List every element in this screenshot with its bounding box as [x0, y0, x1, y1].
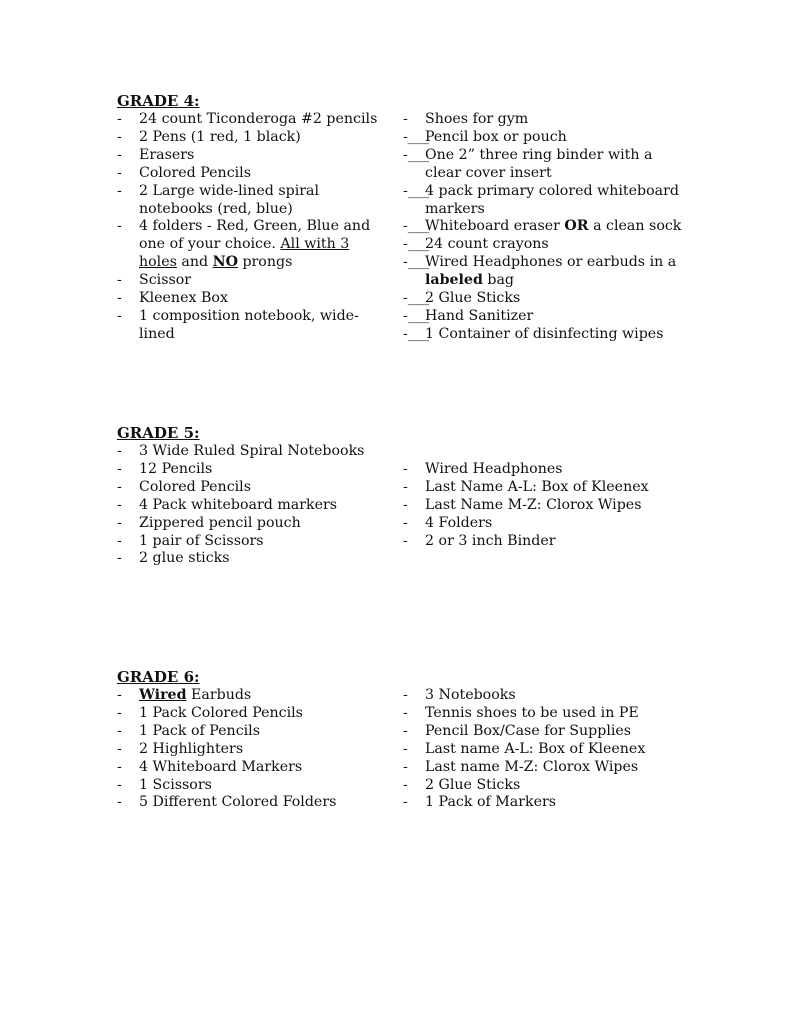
list-marker: - [117, 164, 122, 181]
list-marker: - [117, 496, 122, 513]
list-marker: - [117, 532, 122, 549]
item-text: 2 Large wide-lined spiral notebooks (red, blue) [139, 182, 320, 217]
list-item [403, 497, 683, 515]
list-marker: - [117, 443, 122, 459]
list-item [117, 515, 387, 533]
list-item [117, 183, 387, 219]
item-text: 5 Different Colored Folders [139, 794, 337, 811]
list-item [403, 218, 683, 236]
list-marker: - [403, 704, 408, 721]
item-text: Erasers [139, 146, 195, 163]
item-text: 1 Pack of Markers [425, 794, 557, 811]
list-marker: - [117, 478, 122, 495]
list-marker: -___ [403, 290, 430, 307]
item-text: 4 Folders [425, 514, 493, 531]
item-text: 4 folders - Red, Green, Blue and one of your choice. [139, 218, 371, 253]
list-marker: - [403, 514, 408, 531]
item-text: 24 count Ticonderoga #2 pencils [139, 111, 378, 127]
list-item [117, 129, 387, 147]
list-item [403, 308, 683, 326]
item-text: Last Name M-Z: Clorox Wipes [425, 496, 642, 513]
item-text: 3 Notebooks [425, 687, 516, 703]
list-item [403, 129, 683, 147]
list-item [117, 308, 387, 344]
list-item [403, 147, 683, 183]
list-marker: - [403, 478, 408, 495]
list-item [403, 759, 683, 777]
list-marker: - [117, 722, 122, 739]
grade-4-right-list [403, 111, 683, 344]
item-text: 1 Container of disinfecting wipes [425, 325, 664, 342]
item-text: Pencil box or pouch [425, 128, 567, 145]
list-marker: - [117, 128, 122, 145]
list-item [117, 165, 387, 183]
item-text: Hand Sanitizer [425, 307, 534, 324]
item-text: and [176, 254, 213, 271]
list-marker: - [117, 182, 122, 199]
list-item [403, 723, 683, 741]
item-text: 1 Pack of Pencils [139, 722, 261, 739]
item-text: NO [212, 254, 238, 271]
list-item [117, 794, 387, 812]
item-text: Kleenex Box [139, 290, 228, 307]
list-marker: - [403, 722, 408, 739]
list-marker: - [117, 218, 122, 235]
item-text: Last Name A-L: Box of Kleenex [425, 478, 649, 495]
item-text: 3 Wide Ruled Spiral Notebooks [139, 443, 365, 459]
list-item [117, 705, 387, 723]
list-marker: - [403, 758, 408, 775]
list-item [403, 705, 683, 723]
item-text: One 2” three ring binder with a clear cover insert [425, 146, 653, 181]
item-text: OR [564, 218, 589, 235]
grade-5-heading: GRADE 5: [117, 424, 200, 442]
list-marker: - [117, 111, 122, 127]
grade-4-heading: GRADE 4: [117, 92, 200, 110]
list-item [117, 687, 387, 705]
item-text: Earbuds [186, 687, 252, 703]
grade-5-left-list [117, 443, 387, 568]
list-item [117, 550, 387, 568]
list-item [403, 326, 683, 344]
list-marker: - [117, 687, 122, 703]
item-text: 24 count crayons [425, 236, 549, 253]
list-item [403, 290, 683, 308]
list-marker: -___ [403, 325, 430, 342]
item-text: Whiteboard eraser [425, 218, 565, 235]
item-text: 2 glue sticks [139, 550, 230, 567]
list-item [403, 515, 683, 533]
item-text: labeled [425, 272, 483, 289]
item-text: 2 Highlighters [139, 740, 244, 757]
item-text: 4 pack primary colored whiteboard markers [425, 182, 679, 217]
list-marker: -___ [403, 307, 430, 324]
list-marker: -___ [403, 218, 430, 235]
item-text: 2 Glue Sticks [425, 290, 521, 307]
list-item [403, 111, 683, 129]
list-marker: - [403, 111, 408, 127]
list-item [117, 443, 387, 461]
item-text: Last name A-L: Box of Kleenex [425, 740, 646, 757]
list-item [403, 687, 683, 705]
list-marker: - [117, 704, 122, 721]
item-text: 2 Glue Sticks [425, 776, 521, 793]
item-text: 1 Pack Colored Pencils [139, 704, 303, 721]
item-text: Last name M-Z: Clorox Wipes [425, 758, 639, 775]
list-item [403, 236, 683, 254]
list-item [403, 183, 683, 219]
list-marker: - [403, 740, 408, 757]
item-text: 2 Pens (1 red, 1 black) [139, 128, 301, 145]
item-text: 1 Scissors [139, 776, 212, 793]
list-marker: - [117, 460, 122, 477]
list-marker: -___ [403, 236, 430, 253]
list-marker: -___ [403, 146, 430, 163]
item-text: bag [482, 272, 515, 289]
item-text: All with 3 holes [139, 236, 350, 271]
item-text: 2 or 3 inch Binder [425, 532, 556, 549]
list-marker: -___ [403, 254, 430, 271]
list-marker: - [117, 307, 122, 324]
list-marker: -___ [403, 128, 430, 145]
list-item [117, 111, 387, 129]
grade-4-left-list [117, 111, 387, 344]
list-marker: - [403, 532, 408, 549]
list-item [117, 759, 387, 777]
list-marker: - [403, 776, 408, 793]
list-item [117, 290, 387, 308]
item-text: Wired Headphones [425, 461, 563, 477]
item-text: Scissor [139, 272, 192, 289]
item-text: 1 composition notebook, wide-lined [139, 307, 359, 342]
item-text: 4 Whiteboard Markers [139, 758, 303, 775]
list-marker: - [117, 550, 122, 567]
list-item [403, 461, 683, 479]
list-marker: - [403, 794, 408, 811]
item-text: Colored Pencils [139, 478, 251, 495]
grade-5-right-list [403, 461, 683, 551]
item-text: Shoes for gym [425, 111, 529, 127]
list-marker: - [117, 514, 122, 531]
list-item [403, 741, 683, 759]
list-item [403, 777, 683, 795]
list-item [117, 533, 387, 551]
item-text: Pencil Box/Case for Supplies [425, 722, 632, 739]
grade-6-heading: GRADE 6: [117, 668, 200, 686]
list-item [117, 479, 387, 497]
list-item [117, 218, 387, 272]
list-item [403, 794, 683, 812]
grade-6-left-list [117, 687, 387, 812]
list-marker: -___ [403, 182, 430, 199]
list-marker: - [403, 687, 408, 703]
item-text: Tennis shoes to be used in PE [425, 704, 639, 721]
list-marker: - [117, 740, 122, 757]
item-text: a clean sock [588, 218, 682, 235]
list-item [403, 533, 683, 551]
list-item [403, 254, 683, 290]
list-marker: - [117, 272, 122, 289]
list-marker: - [403, 461, 408, 477]
list-item [403, 479, 683, 497]
item-text: prongs [237, 254, 293, 271]
item-text: 1 pair of Scissors [139, 532, 264, 549]
list-marker: - [117, 290, 122, 307]
list-item [117, 272, 387, 290]
item-text: Zippered pencil pouch [139, 514, 301, 531]
grade-6-right-list [403, 687, 683, 812]
item-text: Colored Pencils [139, 164, 251, 181]
list-item [117, 777, 387, 795]
list-marker: - [117, 146, 122, 163]
list-marker: - [403, 496, 408, 513]
list-marker: - [117, 776, 122, 793]
list-item [117, 147, 387, 165]
list-marker: - [117, 794, 122, 811]
item-text: 12 Pencils [139, 460, 213, 477]
list-item [117, 741, 387, 759]
item-text: Wired [139, 687, 187, 703]
list-item [117, 723, 387, 741]
list-marker: - [117, 758, 122, 775]
list-item [117, 461, 387, 479]
list-item [117, 497, 387, 515]
item-text: Wired Headphones or earbuds in a [425, 254, 677, 271]
item-text: 4 Pack whiteboard markers [139, 496, 338, 513]
